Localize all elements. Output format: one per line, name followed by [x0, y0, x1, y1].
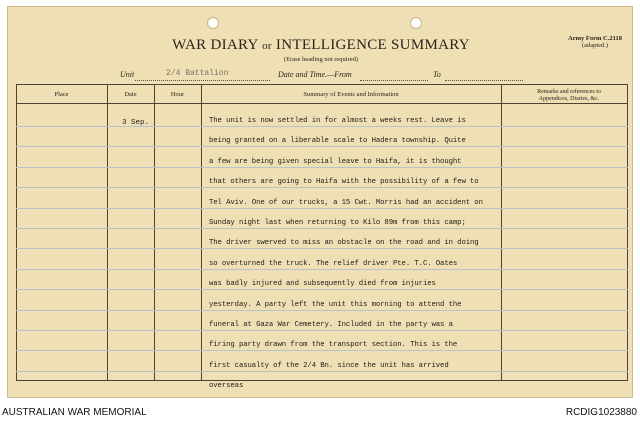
header-remarks: [510, 89, 628, 103]
entry-line: being granted on a liberable scale to Hadera township. Quite: [209, 137, 466, 146]
entry-line: Sunday night last when returning to Kilo 89m from this camp;: [209, 219, 466, 227]
ruled-line: [16, 350, 628, 351]
ruled-line: [16, 310, 628, 311]
army-form-number: Army Form C.2118: [568, 35, 622, 42]
column-divider: [154, 84, 155, 380]
header-remarks-line1: Remarks and references to: [537, 89, 601, 95]
to-label: To: [433, 70, 441, 79]
header-remarks-line2: Appendices, Diaries, &c.: [538, 96, 600, 102]
archive-credit: AUSTRALIAN WAR MEMORIAL: [2, 407, 147, 418]
ruled-line: [16, 248, 628, 249]
entry-line: The driver swerved to miss an obstacle on the road and in doing: [209, 239, 479, 248]
header-place: Place: [54, 91, 69, 98]
ruled-line: [16, 167, 628, 168]
header-hour: Hour: [170, 91, 185, 98]
column-divider: [501, 84, 502, 380]
punch-hole: [410, 17, 422, 29]
entry-line: The unit is now settled in for almost a weeks rest. Leave is: [209, 117, 466, 125]
column-divider: [107, 84, 108, 380]
ruled-line: [16, 146, 628, 147]
ruled-line: [16, 208, 628, 209]
title-text-1: WAR DIARY: [172, 37, 263, 53]
entry-line: firing party drawn from the transport section. This is the: [209, 341, 458, 350]
punch-hole: [207, 17, 219, 29]
entry-line: funeral at Gaza War Cemetery. Included in the party was a: [209, 321, 453, 329]
page-title: [8, 37, 634, 54]
unit-underline: [135, 80, 270, 81]
unit-value: 2/4 Battalion: [166, 69, 229, 78]
archive-id: RCDIG1023880: [565, 407, 637, 418]
column-divider: [201, 84, 202, 380]
ruled-line: [16, 187, 628, 188]
ruled-line: [16, 269, 628, 270]
subtitle: (Erase heading not required): [283, 56, 359, 63]
entry-line: so overturned the truck. The relief driver Pte. T.C. Oates: [209, 259, 458, 268]
header-summary: Summary of Events and Information: [303, 91, 399, 98]
entry-line: yesterday. A party left the unit this morning to attend the: [209, 300, 462, 309]
unit-label: Unit: [120, 70, 135, 79]
date-time-label: Date and Time.—From: [278, 70, 352, 79]
to-underline: [445, 80, 523, 81]
title-text-2: INTELLIGENCE SUMMARY: [271, 37, 470, 53]
table-bottom-border: [16, 380, 628, 381]
diary-sheet: [7, 6, 633, 398]
entry-line: Tel Aviv. One of our trucks, a 15 Cwt. Morris had an accident on: [209, 198, 483, 207]
entry-line: overseas: [209, 382, 244, 391]
entry-line: that others are going to Haifa with the possibility of a few to: [209, 178, 479, 187]
header-date: Date: [124, 91, 137, 98]
from-underline: [360, 80, 428, 81]
ruled-line: [16, 289, 628, 290]
title-text-or: or: [262, 40, 272, 52]
ruled-line: [16, 330, 628, 331]
table-right-border: [627, 84, 628, 380]
entry-line: was badly injured and subsequently died from injuries: [209, 280, 436, 289]
table-left-border: [16, 84, 17, 380]
entry-line: first casualty of the 2/4 Bn. since the unit has arrived: [209, 361, 449, 370]
army-form-label: [568, 35, 622, 49]
ruled-line: [16, 126, 628, 127]
ruled-line: [16, 228, 628, 229]
entry-line: a few are being given special leave to Haifa, it is thought: [209, 157, 462, 166]
ruled-line: [16, 371, 628, 372]
army-form-adapted: (adapted.): [581, 42, 609, 49]
entry-date: 3 Sep.: [122, 119, 150, 127]
